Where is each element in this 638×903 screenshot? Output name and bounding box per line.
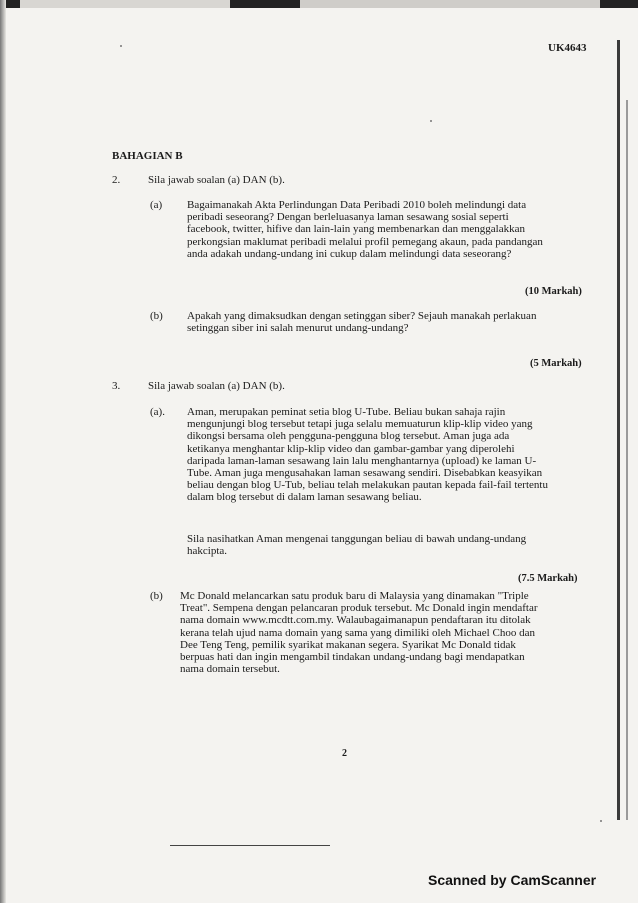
q2a-label: (a) [150, 199, 163, 211]
q3a-label: (a). [150, 406, 165, 418]
q2b-line: Apakah yang dimaksudkan dengan setinggan siber? Sejauh manakah perlakuan [187, 310, 537, 322]
section-title: BAHAGIAN B [112, 150, 183, 162]
paper-code: UK4643 [548, 42, 587, 54]
q2a-line: facebook, twitter, hifive dan lain-lain yang membenarkan dan menggalakkan [187, 223, 525, 236]
q3b-line: Treat". Sempena dengan pelancaran produk tersebut. Mc Donald ingin mendaftar [180, 602, 538, 615]
q3a-text [187, 406, 587, 504]
q2-instruction: Sila jawab soalan (a) DAN (b). [148, 174, 285, 186]
q3b-text [180, 590, 585, 675]
q3b-line: Mc Donald melancarkan satu produk baru di Malaysia yang dinamakan "Triple [180, 590, 529, 602]
q3b-label: (b) [150, 590, 163, 602]
q3-number: 3. [112, 380, 121, 392]
q3a-marks: (7.5 Markah) [518, 573, 578, 584]
q2a-marks: (10 Markah) [525, 286, 582, 297]
q2b-line: setinggan siber ini salah menurut undang-undang? [187, 322, 409, 335]
q3b-line: Dee Teng Teng, pemilik syarikat makanan segera. Syarikat Mc Donald tidak [180, 638, 516, 651]
q3b-line: kerana telah ujud nama domain yang sama yang dimiliki oleh Michael Choo dan [180, 626, 535, 639]
q3a-line: dalam blog tersebut di dalam laman sesawang beliau. [187, 491, 422, 504]
scan-speck [120, 45, 122, 47]
camscanner-watermark: Scanned by CamScanner [428, 872, 597, 888]
q3a-line: dikongsi bersama oleh pengguna-pengguna blog tersebut. Aman juga ada [187, 430, 510, 443]
q2b-label: (b) [150, 310, 163, 322]
scan-right-edge [617, 40, 620, 820]
q3b-line: berpuas hati dan ingin mengambil tindakan undang-undang bagi mendapatkan [180, 651, 525, 664]
q2a-line: Bagaimanakah Akta Perlindungan Data Peribadi 2010 boleh melindungi data [187, 199, 527, 211]
q3a-line: mengunjungi blog tersebut tetapi juga selalu memuaturun klip-klip video yang [187, 418, 533, 431]
q2b-marks: (5 Markah) [530, 358, 582, 369]
page-number: 2 [342, 748, 347, 759]
q2a-line: peribadi seseorang? Dengan berleluasanya laman sesawang sosial seperti [187, 211, 509, 224]
scan-speck [600, 820, 602, 822]
scan-speck [430, 120, 432, 122]
scan-top-border [0, 0, 638, 8]
q2a-line: perkongsian maklumat peribadi melalui profil pemegang akaun, pada pandangan [187, 235, 543, 248]
q3a-line: Aman, merupakan peminat setia blog U-Tube. Beliau bukan sahaja rajin [187, 406, 506, 418]
q2a-text [187, 199, 587, 260]
scan-right-edge-secondary [626, 100, 628, 820]
q2b-text [187, 310, 587, 334]
q3a-advice [187, 533, 587, 557]
q3a-line: beliau dengan blog U-Tub, beliau telah melakukan pautan kepada fail-fail tertentu [187, 479, 548, 492]
q3a-line: ketikanya menghantar klip-klip video dan gambar-gambar yang diperolehi [187, 442, 515, 455]
q3b-line: nama domain www.mcdtt.com.my. Walaubagaimanapun pendaftaran itu ditolak [180, 614, 531, 627]
q3a-line: Tube. Aman juga mengusahakan laman sesawang sendiri. Disebabkan keasyikan [187, 467, 543, 480]
q2-number: 2. [112, 174, 121, 186]
scan-artifact-line [170, 845, 330, 846]
q3a-advice-line: Sila nasihatkan Aman mengenai tanggungan beliau di bawah undang-undang [187, 533, 527, 545]
q3a-line: daripada laman-laman sesawang lain lalu menghantarnya (upload) ke laman U- [187, 454, 537, 467]
q3a-advice-line: hakcipta. [187, 545, 228, 558]
q2a-line: anda adakah undang-undang ini cukup dalam melindungi data seseorang? [187, 247, 512, 260]
q3-instruction: Sila jawab soalan (a) DAN (b). [148, 380, 285, 392]
q3b-line: nama domain tersebut. [180, 663, 280, 676]
scan-left-shadow [0, 0, 6, 903]
